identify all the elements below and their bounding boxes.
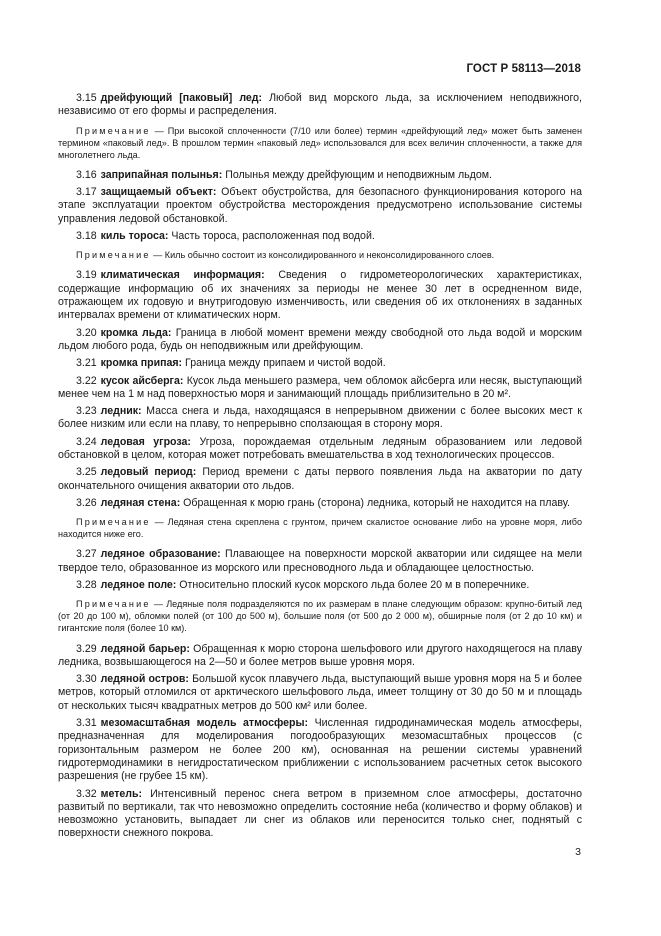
term-number: 3.23 (76, 405, 97, 418)
term-text: Интенсивный перенос снега ветром в приземном слое атмосферы, достаточно развитый по вертикали, так что невозможно определить состояние неба (количество и форму облаков) и невозможно установить, выпадает ли снег из облаков или переносится только снег, поднятый с поверхности снежного покрова. (58, 787, 582, 840)
term-number: 3.29 (76, 642, 97, 655)
term-text: Полынья между дрейфующим и неподвижным льдом. (225, 168, 492, 181)
page-number: 3 (575, 846, 581, 858)
term-number: 3.16 (76, 168, 97, 181)
term-name: ледяное образование: (100, 548, 221, 561)
term-name: ледяной остров: (100, 673, 189, 686)
note (58, 249, 582, 261)
note-label: Примечание (76, 599, 151, 610)
term-definition (58, 357, 582, 370)
term-number: 3.30 (76, 673, 97, 686)
term-number: 3.19 (76, 269, 97, 282)
term-text: Масса снега и льда, находящаяся в непрерывном движении с более высоких мест к более низким или если на плаву, то непрерывно сползающая в сторону моря. (58, 405, 582, 431)
term-number: 3.27 (76, 548, 97, 561)
term-number: 3.31 (76, 717, 97, 730)
term-definition (58, 717, 582, 783)
note-label: Примечание (76, 125, 151, 136)
term-text: Обращенная к морю грань (сторона) ледника, который не находится на плаву. (183, 496, 570, 509)
term-number: 3.26 (76, 496, 97, 509)
term-text: Угроза, порождаемая отдельным ледяным образованием или ледовой обстановкой в целом, которая может потребовать вмешательства в ход технологических процессов. (58, 435, 582, 462)
term-text: Граница в любой момент времени между свободной ото льда водой и морским льдом любого рода, будь он неподвижным или дрейфующим. (58, 326, 582, 352)
term-definition (58, 186, 582, 226)
term-text: Большой кусок плавучего льда, выступающий выше уровня моря на 5 и более метров, который отломился от арктического шельфового льда, имеет толщину от 30 до 50 м и площадь от нескольких тысяч квадратных метров до 500 км² или более. (58, 673, 582, 712)
term-number: 3.15 (76, 92, 97, 104)
term-definition (58, 497, 582, 510)
term-definition (58, 327, 582, 354)
term-definition (58, 788, 582, 841)
term-text: Кусок льда меньшего размера, чем обломок айсберга или несяк, выступающий менее чем на 1 м над поверхностью моря и занимающий площадь приблизительно в 20 м². (58, 374, 582, 400)
term-number: 3.28 (76, 578, 97, 591)
term-definition (58, 579, 582, 592)
term-name: ледяное поле: (100, 578, 177, 591)
term-text: Период времени с даты первого появления льда на акватории по дату окончательного очищения акватории ото льдов. (58, 466, 582, 492)
term-name: защищаемый объект: (100, 186, 217, 199)
note-text: — Ледяная стена скреплена с грунтом, причем скалистое основание либо на уровне моря, либо находится ниже его. (58, 517, 582, 540)
term-definition (58, 673, 582, 713)
term-text: Плавающее на поверхности морской акватории или сидящее на мели твердое тело, образованное из морского или пресноводного льда и обладающее целостностью. (58, 548, 582, 574)
term-definition (58, 405, 582, 432)
term-text: Любой вид морского льда, за исключением неподвижного, независимо от его формы и распределения. (58, 92, 582, 118)
note-label: Примечание (76, 250, 151, 261)
term-text: Сведения о гидрометеорологических характеристиках, содержащие информацию об их значениях за периоды не менее 30 лет в осредненном виде, отражающем их годовую и внутригодовую изменчивость, или сведения об их отклонениях в заданных интервалах времени от климатических норм. (58, 269, 582, 322)
term-name: кромка льда: (100, 326, 172, 339)
term-name: метель: (100, 787, 143, 800)
note-text: — Киль обычно состоит из консолидированного и неконсолидированного слоев. (153, 250, 495, 261)
term-name: киль тороса: (100, 230, 169, 243)
term-definition (58, 269, 582, 322)
term-definition (58, 466, 582, 493)
note-text: — При высокой сплоченности (7/10 или более) термин «дрейфующий лед» может быть заменен термином «паковый лед». В прошлом термин «паковый лед» использовался для всех величин сплоченности, а также для многолетнего льда. (58, 125, 583, 160)
term-definition (58, 92, 582, 119)
term-definition (58, 375, 582, 402)
term-text: Часть тороса, расположенная под водой. (171, 230, 375, 243)
term-number: 3.32 (76, 787, 97, 800)
note (58, 516, 582, 540)
document-body (58, 92, 582, 845)
term-text: Объект обустройства, для безопасного функционирования которого на этапе эксплуатации проектом обустройства месторождения предусмотрено использование системы управления ледовой обстановкой. (58, 186, 582, 225)
term-definition (58, 548, 582, 575)
term-text: Граница между припаем и чистой водой. (185, 357, 386, 370)
term-name: кромка припая: (100, 357, 183, 370)
term-number: 3.25 (76, 466, 97, 479)
standard-header: ГОСТ Р 58113—2018 (466, 63, 581, 75)
term-definition (58, 230, 582, 243)
term-number: 3.22 (76, 374, 97, 387)
term-definition (58, 643, 582, 670)
note (58, 125, 582, 161)
term-name: ледник: (100, 405, 142, 418)
term-name: мезомасштабная модель атмосферы: (100, 717, 309, 730)
term-text: Обращенная к морю сторона шельфового или другого находящегося на плаву ледника, возвышающегося на 2—50 и более метров выше уровня моря. (58, 642, 582, 668)
term-name: ледяная стена: (100, 496, 181, 509)
term-definition (58, 436, 582, 463)
term-text: Численная гидродинамическая модель атмосферы, предназначенная для моделирования погодообразующих мезомасштабных процессов (с горизонтальным размером не более 200 км), основанная на решении системы уравнений гидротермодинамики в негидростатическом приближении с использованием расчетных сеток высокого разрешения (не грубее 15 км). (58, 717, 583, 783)
term-name: ледяной барьер: (100, 642, 190, 655)
term-name: ледовая угроза: (100, 435, 191, 448)
term-number: 3.21 (76, 357, 97, 370)
note-label: Примечание (76, 517, 151, 528)
term-name: климатическая информация: (100, 269, 265, 282)
term-name: заприпайная полынья: (100, 168, 223, 181)
term-name: ледовый период: (100, 466, 197, 479)
term-text: Относительно плоский кусок морского льда более 20 м в поперечнике. (179, 578, 530, 591)
term-number: 3.18 (76, 230, 97, 243)
note-text: — Ледяные поля подразделяются по их размерам в плане следующим образом: крупно-битый лед (от 20 до 100 м), обломки полей (от 100 до 500 м), большие поля (от 500 до 2 000 м), обширные поля (от 2 до 10 км) и гигантские поля (более 10 км). (58, 599, 582, 634)
note (58, 598, 582, 634)
term-name: дрейфующий [паковый] лед: (100, 92, 263, 104)
term-name: кусок айсберга: (100, 374, 184, 387)
term-number: 3.24 (76, 435, 97, 448)
term-number: 3.17 (76, 186, 97, 199)
term-number: 3.20 (76, 326, 97, 339)
term-definition (58, 169, 582, 182)
